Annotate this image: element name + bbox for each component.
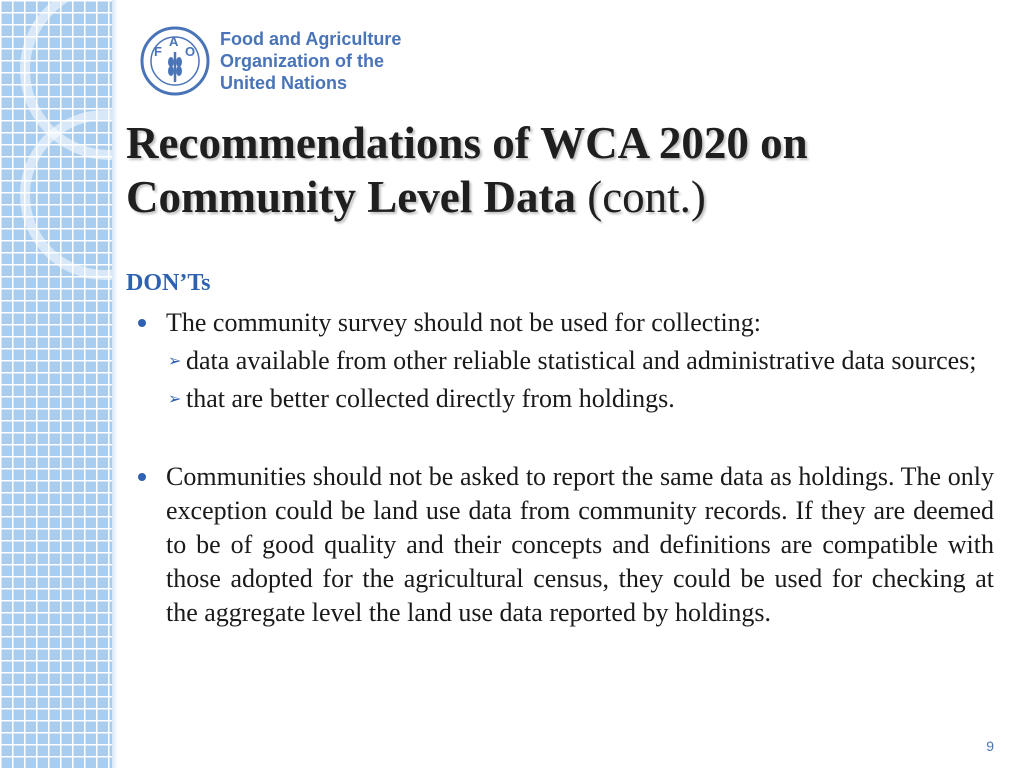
svg-text:A: A	[169, 34, 179, 49]
sub-bullet-item	[138, 344, 994, 378]
page-number: 9	[986, 738, 994, 754]
bullet-text: The community survey should not be used for collecting:	[166, 308, 761, 337]
fao-logo	[140, 26, 401, 96]
bullet-item	[138, 460, 994, 630]
sub-bullet-item	[138, 382, 994, 416]
bullet-text: Communities should not be asked to report the same data as holdings. The only exception could be land use data from community records. If they are deemed to be of good quality and their concepts and definitions are compatible with those adopted for the agricultural census, they could be used for checking at the aggregate level the land use data reported by holdings.	[166, 462, 994, 627]
bullet-dot-icon	[138, 319, 146, 327]
svg-text:F: F	[154, 44, 162, 59]
side-strip-edge	[112, 0, 118, 768]
arrow-bullet-icon: ➢	[168, 389, 182, 408]
org-name-line: Food and Agriculture	[220, 29, 402, 49]
fao-emblem-icon	[140, 26, 210, 96]
section-label: DON’Ts	[126, 270, 211, 296]
slide-title-suffix: (cont.)	[587, 172, 706, 222]
spacer	[138, 416, 994, 460]
org-name-line: United Nations	[220, 73, 348, 93]
org-name	[220, 28, 401, 94]
decorative-side-strip	[0, 0, 112, 768]
slide-title-main: Recommendations of WCA 2020 on Community Level Data	[126, 118, 808, 222]
slide-content	[138, 306, 994, 630]
arrow-bullet-icon: ➢	[168, 351, 182, 370]
org-name-line: Organization of the	[220, 51, 384, 71]
slide-title	[126, 116, 1006, 224]
sub-bullet-text: that are better collected directly from holdings.	[186, 384, 675, 413]
sub-bullet-text: data available from other reliable statistical and administrative data sources;	[186, 346, 977, 375]
bullet-dot-icon	[138, 473, 146, 481]
svg-text:O: O	[185, 44, 196, 59]
decorative-ring	[20, 110, 112, 280]
bullet-item	[138, 306, 994, 340]
